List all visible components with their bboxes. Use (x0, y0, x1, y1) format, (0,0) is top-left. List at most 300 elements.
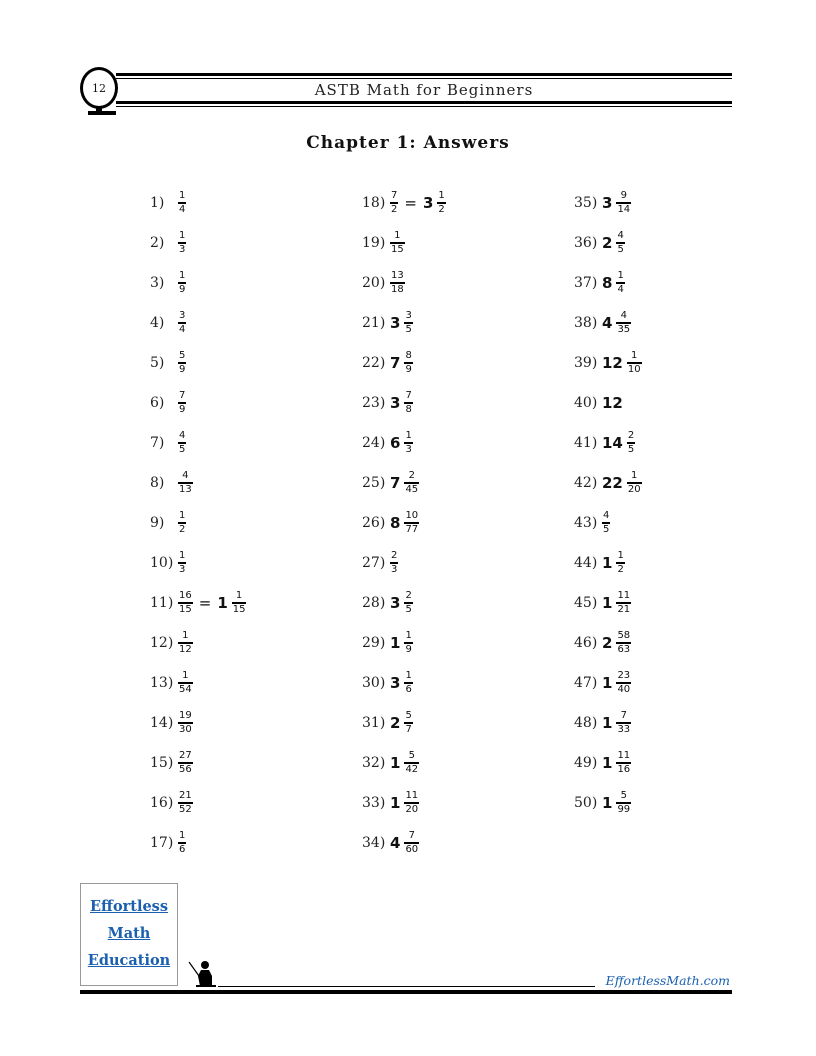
denominator: 2 (391, 204, 398, 215)
numerator: 11 (617, 590, 631, 601)
fraction (404, 510, 419, 536)
denominator: 52 (179, 804, 192, 815)
denominator: 4 (179, 204, 186, 215)
fraction (404, 470, 419, 496)
whole-part: 8 (602, 274, 613, 292)
answer-item (362, 743, 562, 783)
fraction (178, 670, 193, 696)
fraction (404, 750, 419, 776)
answer-item (150, 543, 350, 583)
answer-item (362, 423, 562, 463)
numerator: 1 (235, 590, 243, 601)
whole-part: 3 (602, 194, 613, 212)
header-rule (116, 101, 732, 104)
teacher-icon (188, 960, 218, 992)
answer-item (150, 623, 350, 663)
answer-item (362, 663, 562, 703)
denominator: 2 (617, 564, 624, 575)
fraction (178, 510, 186, 536)
fraction (178, 590, 193, 616)
answer-number: 6) (150, 395, 165, 411)
answer-item (574, 743, 774, 783)
fraction (390, 270, 405, 296)
numerator: 1 (182, 630, 189, 641)
answer-item (574, 223, 774, 263)
numerator: 5 (179, 350, 186, 361)
footer-url[interactable]: EffortlessMath.com (605, 973, 730, 988)
denominator: 7 (405, 724, 412, 735)
fraction (616, 670, 631, 696)
numerator: 16 (179, 590, 192, 601)
denominator: 10 (627, 364, 641, 375)
answer-item (150, 663, 350, 703)
answer-number: 46) (574, 635, 598, 651)
footer-rule (218, 986, 595, 987)
answer-item (150, 503, 350, 543)
numerator: 7 (620, 710, 627, 721)
fraction (616, 750, 631, 776)
numerator: 1 (631, 470, 638, 481)
numerator: 1 (631, 350, 638, 361)
denominator: 14 (617, 204, 631, 215)
answer-number: 47) (574, 675, 598, 691)
whole-part: 7 (390, 354, 401, 372)
answer-number: 48) (574, 715, 598, 731)
numerator: 3 (405, 310, 412, 321)
answer-item (150, 583, 350, 623)
numerator: 27 (179, 750, 192, 761)
whole-part: 3 (390, 594, 401, 612)
numerator: 58 (617, 630, 631, 641)
denominator: 99 (617, 804, 631, 815)
fraction (404, 390, 412, 416)
answer-item (574, 543, 774, 583)
answer-item (362, 623, 562, 663)
answer-number: 33) (362, 795, 386, 811)
denominator: 2 (438, 204, 445, 215)
whole-part: 2 (390, 714, 401, 732)
numerator: 1 (617, 550, 624, 561)
whole-part: 4 (390, 834, 401, 852)
fraction (404, 630, 412, 656)
denominator: 4 (617, 284, 624, 295)
book-title: ASTB Math for Beginners (314, 81, 534, 99)
answer-number: 20) (362, 275, 386, 291)
answer-number: 37) (574, 275, 598, 291)
globe-base (88, 111, 116, 115)
denominator: 18 (391, 284, 404, 295)
denominator: 5 (627, 444, 635, 455)
fraction (178, 190, 186, 216)
answers-column-3 (574, 183, 774, 823)
numerator: 1 (405, 430, 412, 441)
fraction (178, 710, 193, 736)
numerator: 2 (391, 550, 398, 561)
denominator: 15 (232, 604, 246, 615)
fraction (178, 630, 193, 656)
whole-part: 1 (602, 714, 613, 732)
answer-item (362, 263, 562, 303)
answer-number: 30) (362, 675, 386, 691)
denominator: 20 (405, 804, 419, 815)
answer-item (150, 783, 350, 823)
fraction (616, 190, 631, 216)
fraction (602, 510, 610, 536)
fraction (627, 470, 642, 496)
answer-number: 39) (574, 355, 598, 371)
denominator: 5 (405, 604, 412, 615)
globe-icon (80, 67, 118, 109)
whole-part: 3 (390, 674, 401, 692)
footer-rule (80, 990, 732, 994)
numerator: 1 (179, 190, 186, 201)
fraction (178, 470, 193, 496)
answer-item (150, 303, 350, 343)
fraction (178, 430, 186, 456)
answer-number: 12) (150, 635, 174, 651)
numerator: 4 (182, 470, 189, 481)
answer-item (574, 583, 774, 623)
numerator: 8 (405, 350, 412, 361)
numerator: 19 (179, 710, 192, 721)
numerator: 1 (405, 670, 412, 681)
whole-part: 1 (217, 594, 228, 612)
fraction (616, 310, 631, 336)
answer-item (362, 583, 562, 623)
whole-part: 1 (602, 754, 613, 772)
answer-item (362, 183, 562, 223)
denominator: 15 (391, 244, 404, 255)
answer-item (150, 343, 350, 383)
answer-item (150, 423, 350, 463)
fraction (390, 230, 405, 256)
fraction (616, 710, 631, 736)
numerator: 1 (182, 670, 189, 681)
whole-part: 8 (390, 514, 401, 532)
numerator: 7 (391, 190, 398, 201)
denominator: 5 (617, 244, 624, 255)
answer-item (362, 383, 562, 423)
answer-number: 42) (574, 475, 598, 491)
answer-number: 18) (362, 195, 386, 211)
fraction (178, 310, 186, 336)
answer-number: 25) (362, 475, 386, 491)
fraction (404, 790, 419, 816)
denominator: 45 (405, 484, 419, 495)
whole-part: 22 (602, 474, 623, 492)
denominator: 56 (179, 764, 192, 775)
answer-item (150, 183, 350, 223)
answer-item (362, 703, 562, 743)
answer-item (362, 543, 562, 583)
numerator: 4 (603, 510, 610, 521)
logo-line[interactable]: Education (87, 952, 171, 969)
denominator: 6 (405, 684, 412, 695)
whole-part: 12 (602, 354, 623, 372)
answer-item (362, 823, 562, 863)
answer-item (574, 183, 774, 223)
answer-item (150, 743, 350, 783)
answer-number: 35) (574, 195, 598, 211)
answer-number: 4) (150, 315, 165, 331)
header-rule (116, 78, 732, 79)
answer-number: 27) (362, 555, 386, 571)
denominator: 13 (179, 484, 192, 495)
numerator: 5 (408, 750, 415, 761)
answer-number: 45) (574, 595, 598, 611)
fraction (616, 790, 631, 816)
denominator: 21 (617, 604, 631, 615)
answer-item (150, 383, 350, 423)
fraction (178, 750, 193, 776)
header-rule (116, 73, 732, 76)
denominator: 9 (405, 644, 412, 655)
fraction (616, 230, 624, 256)
numerator: 23 (617, 670, 631, 681)
fraction (616, 550, 624, 576)
answer-item (574, 343, 774, 383)
fraction (627, 350, 642, 376)
whole-part: 1 (602, 674, 613, 692)
answer-number: 44) (574, 555, 598, 571)
whole-part: 3 (390, 394, 401, 412)
logo-line[interactable]: Effortless (89, 898, 169, 915)
denominator: 77 (405, 524, 419, 535)
numerator: 5 (620, 790, 627, 801)
answer-item (574, 783, 774, 823)
whole-part: 1 (390, 634, 401, 652)
answer-number: 21) (362, 315, 386, 331)
answer-item (362, 503, 562, 543)
whole-part: 3 (422, 194, 434, 212)
denominator: 33 (617, 724, 631, 735)
denominator: 42 (405, 764, 419, 775)
fraction (178, 350, 186, 376)
denominator: 9 (179, 364, 186, 375)
answer-item (574, 463, 774, 503)
effortless-math-logo[interactable] (80, 883, 178, 986)
denominator: 35 (617, 324, 631, 335)
answer-number: 8) (150, 475, 165, 491)
answer-number: 22) (362, 355, 386, 371)
answer-item (362, 783, 562, 823)
answer-item (150, 703, 350, 743)
answers-column-1 (150, 183, 350, 863)
answer-number: 31) (362, 715, 386, 731)
numerator: 5 (405, 710, 412, 721)
fraction (616, 630, 631, 656)
answer-number: 23) (362, 395, 386, 411)
answer-item (362, 303, 562, 343)
numerator: 1 (179, 830, 186, 841)
answers-column-2 (362, 183, 562, 863)
answer-number: 40) (574, 395, 598, 411)
whole-part: 4 (602, 314, 613, 332)
denominator: 15 (179, 604, 192, 615)
numerator: 13 (391, 270, 404, 281)
numerator: 7 (405, 390, 412, 401)
fraction (404, 430, 412, 456)
answer-item (150, 463, 350, 503)
fraction (390, 550, 398, 576)
fraction (178, 550, 186, 576)
logo-line[interactable]: Math (107, 925, 151, 942)
denominator: 30 (179, 724, 192, 735)
fraction (404, 350, 412, 376)
answer-number: 36) (574, 235, 598, 251)
answer-item (574, 423, 774, 463)
numerator: 1 (179, 510, 186, 521)
fraction (178, 830, 186, 856)
answer-number: 24) (362, 435, 386, 451)
answer-number: 29) (362, 635, 386, 651)
answer-item (574, 703, 774, 743)
answer-number: 43) (574, 515, 598, 531)
fraction (390, 190, 398, 216)
answer-item (574, 623, 774, 663)
fraction (404, 670, 412, 696)
answer-number: 13) (150, 675, 174, 691)
denominator: 54 (179, 684, 192, 695)
fraction (437, 190, 445, 216)
fraction (178, 790, 193, 816)
denominator: 3 (391, 564, 398, 575)
fraction (404, 590, 412, 616)
denominator: 9 (405, 364, 412, 375)
header-rule (116, 106, 732, 107)
numerator: 11 (617, 750, 631, 761)
answer-number: 16) (150, 795, 174, 811)
numerator: 21 (179, 790, 192, 801)
numerator: 4 (620, 310, 627, 321)
fraction (232, 590, 247, 616)
answer-number: 34) (362, 835, 386, 851)
fraction (404, 710, 412, 736)
fraction (178, 390, 186, 416)
whole-part: 2 (602, 234, 613, 252)
whole-part: 14 (602, 434, 623, 452)
answer-item (574, 383, 774, 423)
denominator: 16 (617, 764, 631, 775)
denominator: 8 (405, 404, 412, 415)
numerator: 1 (617, 270, 624, 281)
answer-number: 7) (150, 435, 165, 451)
answer-number: 26) (362, 515, 386, 531)
denominator: 5 (405, 324, 412, 335)
answer-item (362, 343, 562, 383)
numerator: 1 (394, 230, 401, 241)
answer-number: 49) (574, 755, 598, 771)
denominator: 5 (603, 524, 610, 535)
whole-part: 12 (602, 394, 623, 412)
answer-number: 3) (150, 275, 165, 291)
whole-part: 1 (390, 754, 401, 772)
denominator: 12 (179, 644, 192, 655)
denominator: 6 (179, 844, 186, 855)
answer-number: 50) (574, 795, 598, 811)
numerator: 1 (179, 550, 186, 561)
whole-part: 1 (602, 554, 613, 572)
equals-sign: = (198, 594, 212, 612)
whole-part: 2 (602, 634, 613, 652)
numerator: 2 (405, 590, 412, 601)
numerator: 11 (405, 790, 419, 801)
answer-number: 5) (150, 355, 165, 371)
answer-number: 32) (362, 755, 386, 771)
fraction (178, 230, 186, 256)
whole-part: 7 (390, 474, 401, 492)
answer-number: 17) (150, 835, 174, 851)
numerator: 2 (627, 430, 635, 441)
numerator: 1 (179, 230, 186, 241)
denominator: 20 (627, 484, 641, 495)
answer-item (362, 223, 562, 263)
whole-part: 6 (390, 434, 401, 452)
denominator: 40 (617, 684, 631, 695)
answer-item (574, 663, 774, 703)
denominator: 2 (179, 524, 186, 535)
denominator: 3 (179, 244, 186, 255)
denominator: 63 (617, 644, 631, 655)
numerator: 10 (405, 510, 419, 521)
denominator: 9 (179, 404, 186, 415)
whole-part: 1 (602, 794, 613, 812)
numerator: 1 (405, 630, 412, 641)
answer-item (574, 263, 774, 303)
denominator: 60 (405, 844, 419, 855)
answer-number: 28) (362, 595, 386, 611)
fraction (616, 590, 631, 616)
numerator: 1 (179, 270, 186, 281)
page-number: 12 (92, 82, 106, 95)
answer-number: 14) (150, 715, 174, 731)
answer-number: 9) (150, 515, 165, 531)
denominator: 5 (179, 444, 186, 455)
fraction (616, 270, 624, 296)
numerator: 7 (408, 830, 415, 841)
numerator: 9 (620, 190, 627, 201)
denominator: 4 (179, 324, 186, 335)
numerator: 1 (438, 190, 445, 201)
answer-number: 38) (574, 315, 598, 331)
answer-number: 11) (150, 595, 174, 611)
numerator: 7 (179, 390, 186, 401)
answer-item (574, 303, 774, 343)
numerator: 3 (179, 310, 186, 321)
fraction (404, 310, 412, 336)
answer-number: 41) (574, 435, 598, 451)
denominator: 3 (179, 564, 186, 575)
whole-part: 3 (390, 314, 401, 332)
equals-sign: = (404, 194, 417, 212)
answer-item (362, 463, 562, 503)
answer-number: 15) (150, 755, 174, 771)
fraction (178, 270, 186, 296)
whole-part: 1 (602, 594, 613, 612)
fraction (627, 430, 635, 456)
answer-item (574, 503, 774, 543)
numerator: 4 (617, 230, 624, 241)
answer-number: 10) (150, 555, 174, 571)
denominator: 3 (405, 444, 412, 455)
answer-number: 1) (150, 195, 165, 211)
numerator: 4 (179, 430, 186, 441)
answer-item (150, 263, 350, 303)
chapter-title: Chapter 1: Answers (306, 133, 510, 153)
answer-item (150, 823, 350, 863)
denominator: 9 (179, 284, 186, 295)
answer-number: 2) (150, 235, 165, 251)
